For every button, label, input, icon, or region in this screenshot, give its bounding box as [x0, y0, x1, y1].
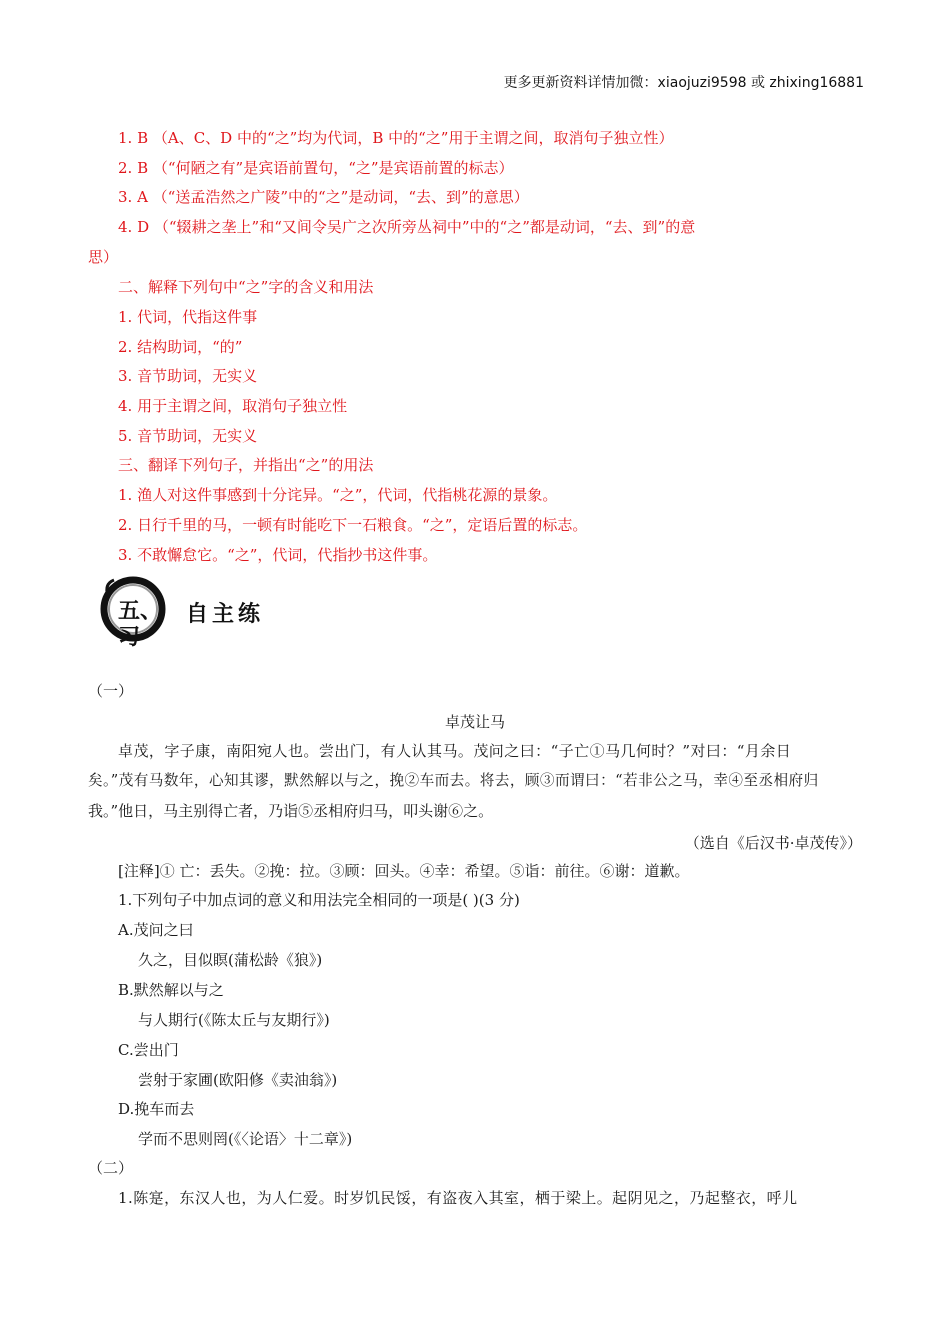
section-heading: 二、解释下列句中“之”字的含义和用法 [118, 278, 374, 296]
passage-title: 卓茂让马 [444, 713, 505, 731]
passage-line: 矣。”茂有马数年，心知其谬，默然解以与之，挽②车而去。将去，顾③而谓曰：“若非公之马，幸④至丞相府归 [88, 772, 819, 789]
answer-line: 思） [88, 248, 119, 266]
section-heading: 三、翻译下列句子，并指出“之”的用法 [118, 456, 374, 474]
passage-source: （选自《后汉书·卓茂传》） [684, 834, 862, 852]
option-label: A.茂问之曰 [118, 921, 194, 939]
answer-line: 5. 音节助词，无实义 [118, 427, 258, 445]
answer-line: 3. 音节助词，无实义 [118, 367, 258, 385]
part-label: （一） [88, 682, 134, 700]
answer-line: 3. 不敢懈怠它。“之”，代词，代指抄书这件事。 [118, 546, 438, 564]
answer-line: 3. A （“送孟浩然之广陵”中的“之”是动词，“去、到”的意思） [118, 188, 529, 206]
answer-line: 4. D （“辍耕之垄上”和“又间令吴广之次所旁丛祠中”中的“之”都是动词，“去、到”的意 [118, 218, 696, 236]
annotations: [注释]① 亡：丢失。②挽：拉。③顾：回头。④幸：希望。⑤诣：前往。⑥谢：道歉。 [118, 862, 690, 880]
part-label: （二） [88, 1159, 134, 1177]
passage-line: 我。”他日，马主别得亡者，乃诣⑤丞相府归马，叩头谢⑥之。 [88, 802, 494, 820]
answer-line: 1. B （A、C、D 中的“之”均为代词，B 中的“之”用于主谓之间，取消句子独立性） [118, 129, 674, 147]
option-label: B.默然解以与之 [118, 981, 224, 999]
section-title: 自主练 [186, 602, 265, 627]
option-label: C.尝出门 [118, 1041, 179, 1059]
option-sentence: 与人期行(《陈太丘与友期行》) [138, 1011, 330, 1029]
answer-line: 1. 代词，代指这件事 [118, 308, 258, 326]
option-sentence: 学而不思则罔(《〈论语〉十二章》) [138, 1130, 353, 1148]
question: 1.下列句子中加点词的意义和用法完全相同的一项是( )(3 分) [118, 891, 520, 909]
answer-line: 1. 渔人对这件事感到十分诧异。“之”，代词，代指桃花源的景象。 [118, 486, 558, 504]
option-label: D.挽车而去 [118, 1100, 195, 1118]
page-header: 更多更新资料详情加微：xiaojuzi9598 或 zhixing16881 [503, 75, 864, 91]
section-number: 五、 [118, 599, 163, 624]
answer-line: 4. 用于主谓之间，取消句子独立性 [118, 397, 348, 415]
passage-line: 1.陈寔，东汉人也，为人仁爱。时岁饥民馁，有盗夜入其室，栖于梁上。起阴见之，乃起整衣，呼儿 [118, 1189, 798, 1207]
answer-line: 2. B （“何陋之有”是宾语前置句，“之”是宾语前置的标志） [118, 159, 514, 177]
option-sentence: 久之，目似瞑(蒲松龄《狼》) [138, 951, 323, 969]
option-sentence: 尝射于家圃(欧阳修《卖油翁》) [138, 1071, 338, 1089]
passage-line: 卓茂，字子康，南阳宛人也。尝出门，有人认其马。茂问之曰：“子亡①马几何时？”对曰：“月余日 [118, 742, 792, 760]
answer-line: 2. 日行千里的马，一顿有时能吃下一石粮食。“之”，定语后置的标志。 [118, 516, 588, 534]
answer-line: 2. 结构助词，“的” [118, 338, 243, 356]
section-number-overflow: 习 [118, 625, 141, 650]
